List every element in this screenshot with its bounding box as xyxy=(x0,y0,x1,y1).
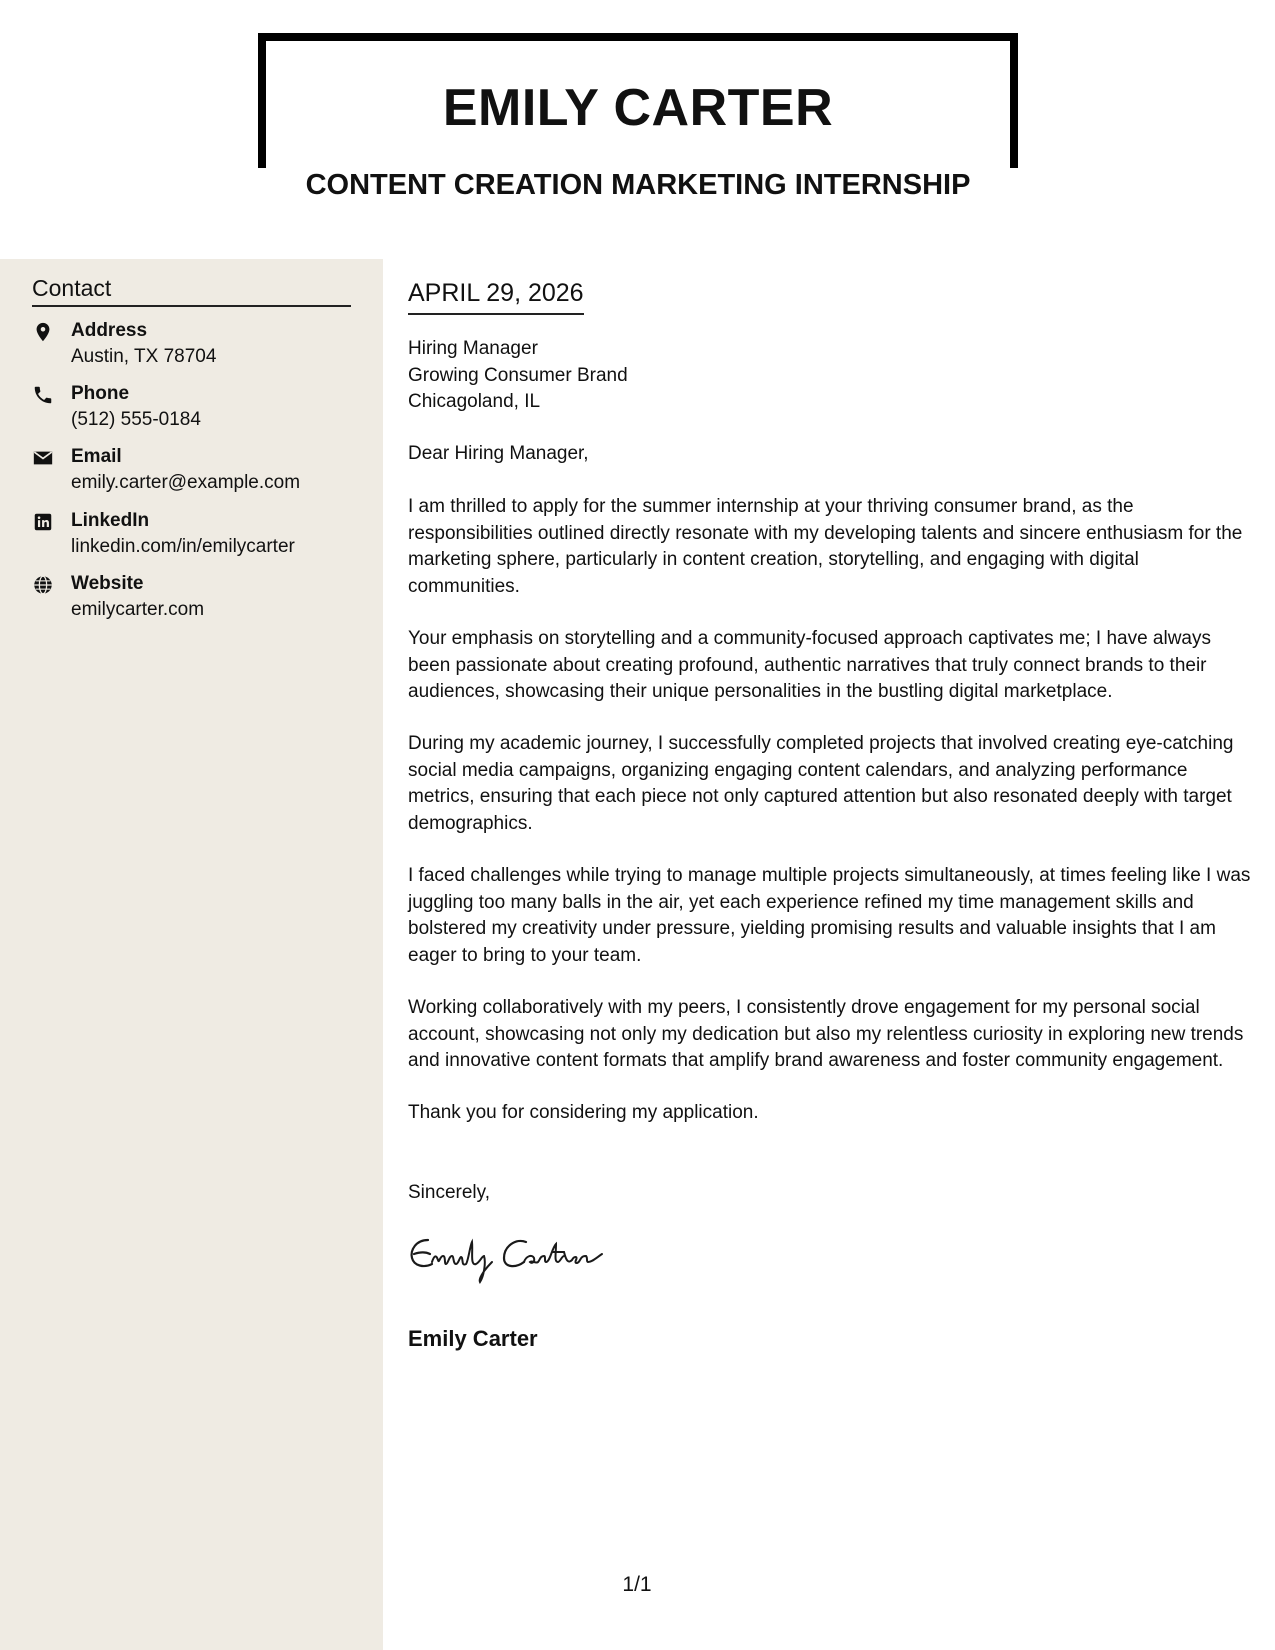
email-value: emily.carter@example.com xyxy=(71,472,301,493)
email-label: Email xyxy=(71,446,122,467)
paragraph xyxy=(408,626,1254,706)
paragraph-text: Thank you for considering my application. xyxy=(408,1102,759,1123)
paragraph xyxy=(408,995,1254,1075)
phone-icon xyxy=(32,384,54,406)
paragraph-text: Your emphasis on storytelling and a community-focused approach captivates me; I have always been passionate about creating profound, authentic narratives that truly connect brands to their audiences, showcasing their unique personalities in the bustling digital marketplace. xyxy=(408,628,1212,702)
linkedin-icon xyxy=(32,511,54,533)
website-label: Website xyxy=(71,573,144,594)
salutation xyxy=(408,441,1254,468)
address-label: Address xyxy=(71,320,148,341)
website-value: emilycarter.com xyxy=(71,599,205,620)
candidate-name: EMILY CARTER xyxy=(442,79,834,137)
recipient-line: Hiring Manager xyxy=(408,338,538,359)
recipient-line: Chicagoland, IL xyxy=(408,391,541,412)
signature-image xyxy=(406,1232,616,1284)
linkedin-label: LinkedIn xyxy=(71,510,150,531)
address-value: Austin, TX 78704 xyxy=(71,346,217,367)
closing xyxy=(408,1180,1254,1207)
paragraph-text: I am thrilled to apply for the summer internship at your thriving consumer brand, as the responsibilities outlined directly resonate with my developing talents and sincere enthusiasm for the marketing sphere, particularly in content creation, storytelling, and engaging with digital communities. xyxy=(408,496,1243,597)
closing-text: Sincerely, xyxy=(408,1182,491,1203)
recipient-line: Growing Consumer Brand xyxy=(408,364,628,386)
signer-name: Emily Carter xyxy=(408,1326,538,1351)
page-number: 1/1 xyxy=(622,1573,652,1596)
job-title: CONTENT CREATION MARKETING INTERNSHIP xyxy=(250,168,1026,202)
phone-label: Phone xyxy=(71,383,130,404)
paragraph xyxy=(408,863,1254,969)
paragraph xyxy=(408,494,1254,600)
letter-date: APRIL 29, 2026 xyxy=(408,277,584,315)
envelope-icon xyxy=(32,447,54,469)
globe-icon xyxy=(32,574,54,596)
recipient-block xyxy=(408,336,1254,416)
salutation-text: Dear Hiring Manager, xyxy=(408,443,589,464)
paragraph-text: During my academic journey, I successfully completed projects that involved creating eye-catching social media campaigns, organizing engaging content calendars, and analyzing performance metrics, ensuring that each piece not only captured attention but also resonated deeply with target demographics. xyxy=(408,733,1234,834)
linkedin-value: linkedin.com/in/emilycarter xyxy=(71,536,295,557)
paragraph xyxy=(408,1100,1254,1127)
paragraph-text: Working collaboratively with my peers, I consistently drove engagement for my personal social account, showcasing not only my dedication but also my relentless curiosity in exploring new trends and innovative content formats that amplify brand awareness and foster community engagement. xyxy=(408,997,1244,1071)
contact-sidebar xyxy=(0,259,383,1650)
phone-value: (512) 555-0184 xyxy=(71,409,201,430)
paragraph xyxy=(408,731,1254,837)
map-pin-icon xyxy=(32,321,54,343)
contact-heading: Contact xyxy=(32,273,351,307)
paragraph-text: I faced challenges while trying to manage multiple projects simultaneously, at times feeling like I was juggling too many balls in the air, yet each experience refined my time management skills and bolstered my creativity under pressure, yielding promising results and valuable insights that I am eager to bring to your team. xyxy=(408,865,1251,966)
